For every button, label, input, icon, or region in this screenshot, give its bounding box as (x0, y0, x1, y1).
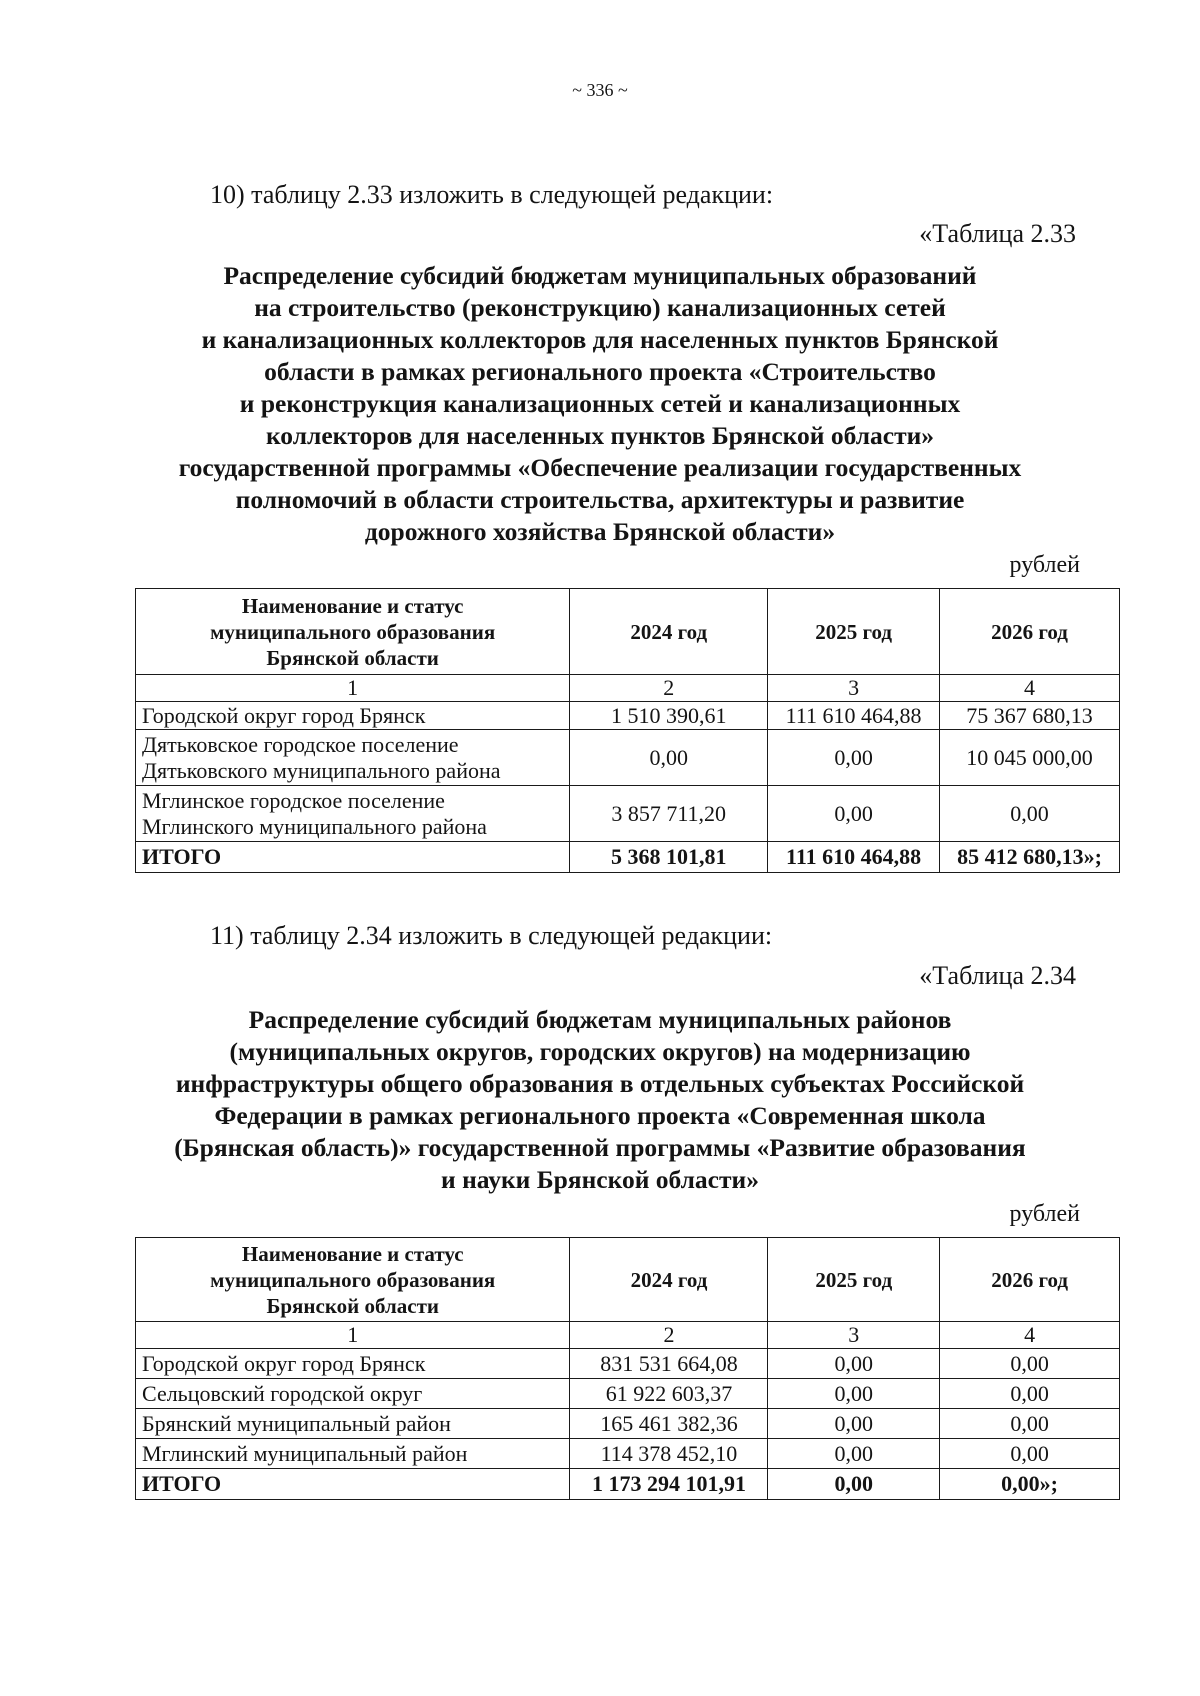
column-number: 2 (570, 675, 768, 702)
total-2024: 5 368 101,81 (570, 842, 768, 873)
title-line: государственной программы «Обеспечение реализации государственных (178, 453, 1022, 482)
table-header-row (136, 589, 1120, 675)
value-2026: 75 367 680,13 (940, 702, 1120, 730)
column-number-row (136, 1322, 1120, 1349)
value-2024: 1 510 390,61 (570, 702, 768, 730)
header-municipality: Наименование и статус муниципального образования Брянской области (136, 589, 570, 675)
table-2-33-reference: «Таблица 2.33 (919, 219, 1076, 248)
value-2024: 3 857 711,20 (570, 786, 768, 842)
municipality-name: Сельцовский городской округ (136, 1379, 570, 1409)
value-2026: 10 045 000,00 (940, 730, 1120, 786)
municipality-name: Городской округ город Брянск (136, 1349, 570, 1379)
title-line: Федерации в рамках регионального проекта «Современная школа (214, 1101, 986, 1130)
value-2026: 0,00 (940, 1349, 1120, 1379)
header-municipality: Наименование и статус муниципального образования Брянской области (136, 1238, 570, 1322)
table-row (136, 1379, 1120, 1409)
table-row (136, 1409, 1120, 1439)
title-line: (Брянская область)» государственной программы «Развитие образования (174, 1133, 1026, 1162)
table-2-34-reference: «Таблица 2.34 (919, 961, 1076, 990)
title-line: и науки Брянской области» (441, 1165, 759, 1194)
total-2026: 85 412 680,13»; (940, 842, 1120, 873)
table-row (136, 786, 1120, 842)
table-2-34-units: рублей (1009, 1201, 1080, 1227)
header-2025: 2025 год (768, 1238, 940, 1322)
table-header-row (136, 1238, 1120, 1322)
value-2025: 0,00 (768, 786, 940, 842)
section-10-intro: 10) таблицу 2.33 изложить в следующей редакции: (210, 180, 774, 209)
title-line: на строительство (реконструкцию) канализационных сетей (254, 293, 946, 322)
title-line: (муниципальных округов, городских округов) на модернизацию (229, 1037, 971, 1066)
column-number: 2 (570, 1322, 768, 1349)
table-row (136, 730, 1120, 786)
table-2-33 (135, 588, 1120, 873)
value-2026: 0,00 (940, 1409, 1120, 1439)
table-row (136, 1439, 1120, 1469)
table-total-row (136, 842, 1120, 873)
total-2024: 1 173 294 101,91 (570, 1469, 768, 1500)
table-2-34 (135, 1237, 1120, 1500)
page-number: ~ 336 ~ (572, 80, 628, 100)
total-2025: 111 610 464,88 (768, 842, 940, 873)
municipality-name: Городской округ город Брянск (136, 702, 570, 730)
municipality-name: Мглинский муниципальный район (136, 1439, 570, 1469)
header-2024: 2024 год (570, 589, 768, 675)
title-line: полномочий в области строительства, архитектуры и развитие (235, 485, 965, 514)
column-number: 3 (768, 1322, 940, 1349)
header-2026: 2026 год (940, 589, 1120, 675)
value-2026: 0,00 (940, 1379, 1120, 1409)
title-line: и реконструкция канализационных сетей и канализационных (239, 389, 961, 418)
value-2026: 0,00 (940, 786, 1120, 842)
total-2025: 0,00 (768, 1469, 940, 1500)
total-label: ИТОГО (136, 1469, 570, 1500)
title-line: Распределение субсидий бюджетам муниципальных районов (248, 1005, 952, 1034)
column-number: 4 (940, 1322, 1120, 1349)
value-2024: 114 378 452,10 (570, 1439, 768, 1469)
title-line: инфраструктуры общего образования в отдельных субъектах Российской (175, 1069, 1025, 1098)
value-2025: 0,00 (768, 1379, 940, 1409)
column-number: 1 (136, 1322, 570, 1349)
value-2024: 0,00 (570, 730, 768, 786)
header-2026: 2026 год (940, 1238, 1120, 1322)
municipality-name: Дятьковское городское поселение Дятьковского муниципального района (136, 730, 570, 786)
table-2-33-units: рублей (1009, 552, 1080, 578)
value-2024: 165 461 382,36 (570, 1409, 768, 1439)
title-line: области в рамках регионального проекта «Строительство (264, 357, 936, 386)
column-number: 3 (768, 675, 940, 702)
municipality-name: Брянский муниципальный район (136, 1409, 570, 1439)
column-number: 1 (136, 675, 570, 702)
column-number: 4 (940, 675, 1120, 702)
table-2-34-title (120, 1004, 1080, 1196)
value-2025: 0,00 (768, 1439, 940, 1469)
title-line: Распределение субсидий бюджетам муниципальных образований (223, 261, 977, 290)
table-row (136, 702, 1120, 730)
value-2025: 0,00 (768, 1409, 940, 1439)
value-2025: 111 610 464,88 (768, 702, 940, 730)
header-2024: 2024 год (570, 1238, 768, 1322)
value-2025: 0,00 (768, 1349, 940, 1379)
section-11-intro: 11) таблицу 2.34 изложить в следующей редакции: (210, 921, 773, 950)
table-row (136, 1349, 1120, 1379)
total-2026: 0,00»; (940, 1469, 1120, 1500)
value-2026: 0,00 (940, 1439, 1120, 1469)
column-number-row (136, 675, 1120, 702)
title-line: дорожного хозяйства Брянской области» (364, 517, 836, 546)
header-2025: 2025 год (768, 589, 940, 675)
municipality-name: Мглинское городское поселение Мглинского муниципального района (136, 786, 570, 842)
title-line: коллекторов для населенных пунктов Брянской области» (265, 421, 935, 450)
value-2024: 831 531 664,08 (570, 1349, 768, 1379)
total-label: ИТОГО (136, 842, 570, 873)
table-total-row (136, 1469, 1120, 1500)
value-2024: 61 922 603,37 (570, 1379, 768, 1409)
table-2-33-title (120, 260, 1080, 548)
value-2025: 0,00 (768, 730, 940, 786)
title-line: и канализационных коллекторов для населенных пунктов Брянской (201, 325, 999, 354)
